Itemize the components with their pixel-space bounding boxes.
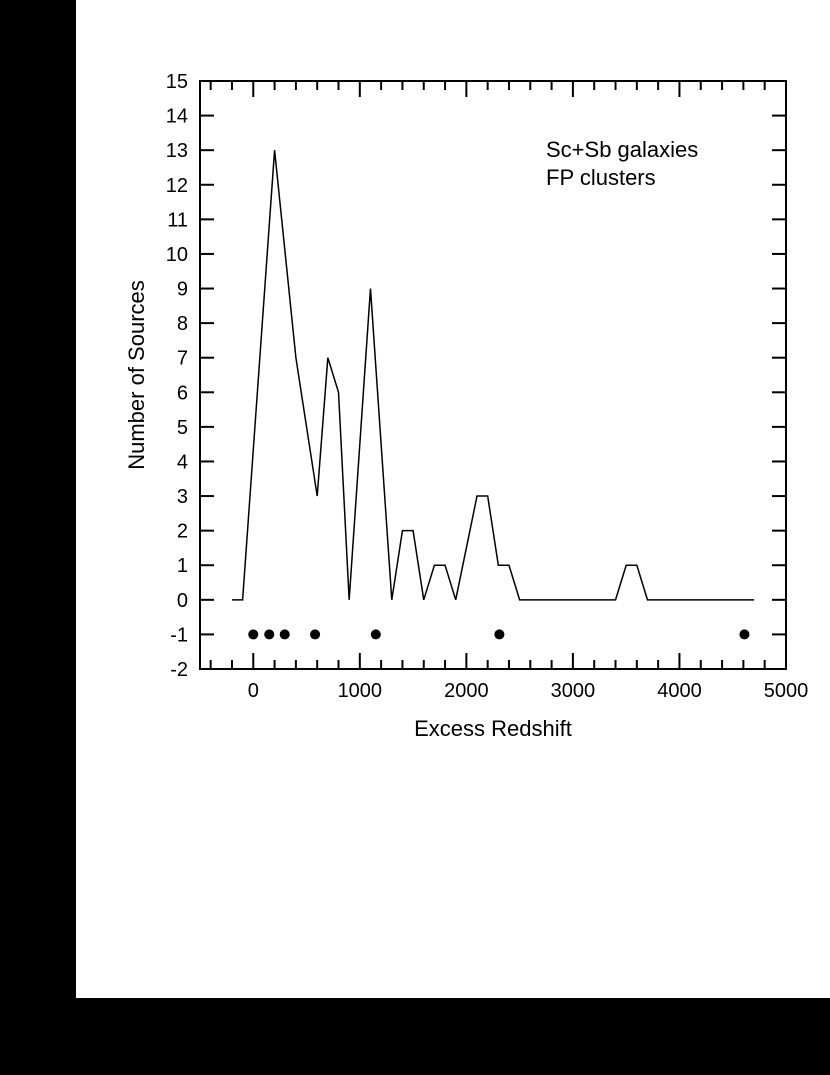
y-tick-label: 10	[165, 243, 188, 266]
x-tick-label: 4000	[657, 680, 702, 702]
y-tick-label: -1	[170, 624, 188, 647]
x-tick-label: 2000	[444, 680, 489, 702]
plot-frame	[200, 81, 786, 669]
x-tick-label: 5000	[763, 680, 809, 702]
y-tick-label: 4	[176, 451, 188, 474]
cluster-marker-dot	[310, 629, 320, 639]
y-tick-label: 7	[176, 347, 188, 370]
y-tick-label: 15	[165, 71, 188, 93]
y-tick-label: 0	[176, 589, 188, 612]
x-tick-label: 1000	[337, 680, 383, 702]
cluster-marker-dot	[264, 629, 274, 639]
y-tick-label: 12	[165, 174, 188, 197]
annotation-line: Sc+Sb galaxies	[546, 137, 699, 162]
cluster-marker-dot	[494, 629, 504, 639]
y-tick-label: 5	[176, 416, 188, 439]
cluster-marker-dot	[371, 629, 381, 639]
y-tick-label: 1	[176, 555, 188, 578]
x-axis-title: Excess Redshift	[414, 716, 572, 741]
y-tick-label: 3	[176, 486, 188, 509]
y-tick-label: 6	[176, 382, 188, 405]
y-tick-label: -2	[170, 659, 188, 681]
x-tick-label: 0	[247, 680, 259, 702]
cluster-marker-dot	[280, 629, 290, 639]
y-tick-label: 2	[176, 520, 188, 543]
y-tick-label: 8	[176, 313, 188, 336]
cluster-marker-dot	[248, 629, 258, 639]
y-tick-label: 11	[167, 209, 188, 232]
frequency-polygon	[232, 150, 754, 600]
y-tick-label: 13	[165, 140, 188, 163]
annotation-line: FP clusters	[546, 165, 656, 190]
y-axis-title: Number of Sources	[124, 280, 149, 470]
cluster-marker-dot	[739, 629, 749, 639]
y-tick-label: 14	[165, 105, 188, 128]
x-tick-label: 3000	[550, 680, 596, 702]
y-tick-label: 9	[176, 278, 188, 301]
